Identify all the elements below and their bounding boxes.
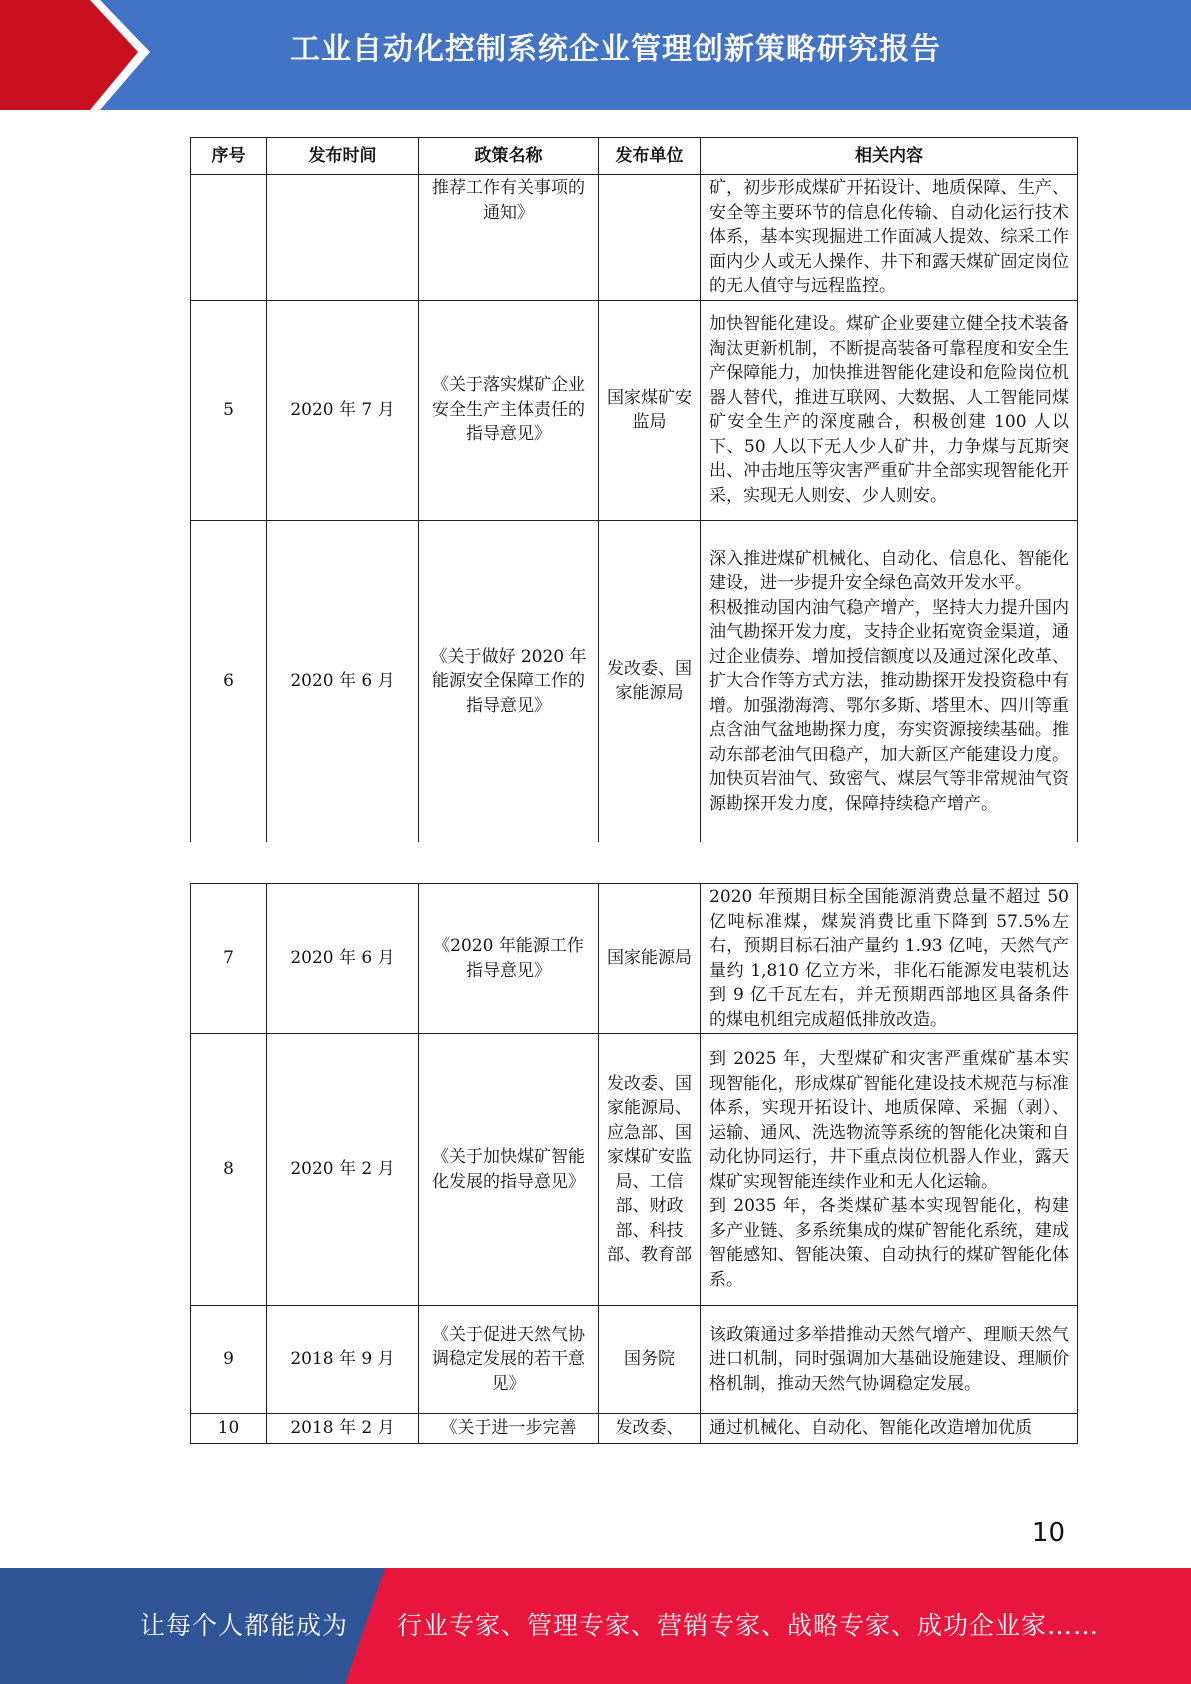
column-header-content: 相关内容 [701,138,1078,175]
cell-no: 9 [191,1306,267,1414]
cell-content: 到 2025 年，大型煤矿和灾害严重煤矿基本实现智能化，形成煤矿智能化建设技术规范与标准体系，实现开拓设计、地质保障、采掘（剥）、运输、通风、洗选物流等系统的智能化决策和自动化协同运行，井下重点岗位机器人作业，露天煤矿实现智能连续作业和无人化运输。 到 2035 年，各类煤矿基本实现智能化，构建多产业链、多系统集成的煤矿智能化系统，建成智能感知、智能决策、自动执行的煤矿智能化体系。 [701,1034,1078,1306]
cell-unit: 国务院 [599,1306,701,1414]
table-row [191,1034,1078,1306]
cell-unit [599,175,701,301]
cell-no [191,175,267,301]
cell-unit: 国家煤矿安监局 [599,300,701,520]
cell-no: 7 [191,884,267,1034]
cell-date: 2020 年 6 月 [267,520,419,842]
cell-policy-name: 《关于做好 2020 年能源安全保障工作的指导意见》 [419,520,599,842]
cell-date: 2018 年 9 月 [267,1306,419,1414]
cell-content: 该政策通过多举措推动天然气增产、理顺天然气进口机制，同时强调加大基础设施建设、理顺价格机制，推动天然气协调稳定发展。 [701,1306,1078,1414]
page-number: 10 [1031,1518,1065,1548]
table-row [191,1306,1078,1414]
cell-unit: 发改委、 [599,1414,701,1444]
table-row [191,300,1078,520]
cell-date: 2020 年 2 月 [267,1034,419,1306]
cell-policy-name: 《关于进一步完善 [419,1414,599,1444]
footer-slogan-right: 行业专家、管理专家、营销专家、战略专家、成功企业家…… [397,1611,1100,1640]
table-row [191,175,1078,301]
cell-policy-name: 《关于促进天然气协调稳定发展的若干意见》 [419,1306,599,1414]
cell-content: 2020 年预期目标全国能源消费总量不超过 50 亿吨标准煤，煤炭消费比重下降到 57.5%左右，预期目标石油产量约 1.93 亿吨，天然气产量约 1,810 亿立方米，非化石能源发电装机达到 9 亿千瓦左右，并无预期西部地区具备条件的煤电机组完成超低排放改造。 [701,884,1078,1034]
cell-policy-name: 《关于加快煤矿智能化发展的指导意见》 [419,1034,599,1306]
report-header [0,0,1191,110]
cell-content: 深入推进煤矿机械化、自动化、信息化、智能化建设，进一步提升安全绿色高效开发水平。 积极推动国内油气稳产增产，坚持大力提升国内油气勘探开发力度，支持企业拓宽资金渠道，通过企业债券、增加授信额度以及通过深化改革、扩大合作等方式方法，推动勘探开发投资稳中有增。加强渤海湾、鄂尔多斯、塔里木、四川等重点含油气盆地勘探力度，夯实资源接续基础。推动东部老油气田稳产，加大新区产能建设力度。加快页岩油气、致密气、煤层气等非常规油气资源勘探开发力度，保障持续稳产增产。 [701,520,1078,842]
report-title: 工业自动化控制系统企业管理创新策略研究报告 [290,32,941,67]
column-header-no: 序号 [191,138,267,175]
cell-date [267,175,419,301]
footer-slogan-left: 让每个人都能成为 [140,1611,349,1640]
cell-unit: 国家能源局 [599,884,701,1034]
table-row [191,1414,1078,1444]
table-header-row [191,138,1078,175]
cell-content: 矿，初步形成煤矿开拓设计、地质保障、生产、安全等主要环节的信息化传输、自动化运行技术体系，基本实现掘进工作面减人提效、综采工作面内少人或无人操作、井下和露天煤矿固定岗位的无人值守与远程监控。 [701,175,1078,301]
report-footer [0,1568,1191,1684]
cell-unit: 发改委、国家能源局、应急部、国家煤矿安监局、工信部、财政部、科技部、教育部 [599,1034,701,1306]
cell-policy-name: 推荐工作有关事项的通知》 [419,175,599,301]
cell-unit: 发改委、国家能源局 [599,520,701,842]
cell-policy-name: 《2020 年能源工作指导意见》 [419,884,599,1034]
cell-no: 10 [191,1414,267,1444]
policy-table-part1 [190,137,1078,842]
table-row [191,884,1078,1034]
cell-date: 2020 年 6 月 [267,884,419,1034]
policy-table-part2 [190,883,1078,1444]
cell-date: 2020 年 7 月 [267,300,419,520]
cell-no: 8 [191,1034,267,1306]
cell-date: 2018 年 2 月 [267,1414,419,1444]
cell-content: 加快智能化建设。煤矿企业要建立健全技术装备淘汰更新机制，不断提高装备可靠程度和安全生产保障能力，加快推进智能化建设和危险岗位机器人替代，推进互联网、大数据、人工智能同煤矿安全生产的深度融合，积极创建 100 人以下、50 人以下无人少人矿井，力争煤与瓦斯突出、冲击地压等灾害严重矿井全部实现智能化开采，实现无人则安、少人则安。 [701,300,1078,520]
column-header-unit: 发布单位 [599,138,701,175]
column-header-policy-name: 政策名称 [419,138,599,175]
cell-policy-name: 《关于落实煤矿企业安全生产主体责任的指导意见》 [419,300,599,520]
cell-content: 通过机械化、自动化、智能化改造增加优质 [701,1414,1078,1444]
cell-no: 6 [191,520,267,842]
column-header-date: 发布时间 [267,138,419,175]
cell-no: 5 [191,300,267,520]
table-row [191,520,1078,842]
